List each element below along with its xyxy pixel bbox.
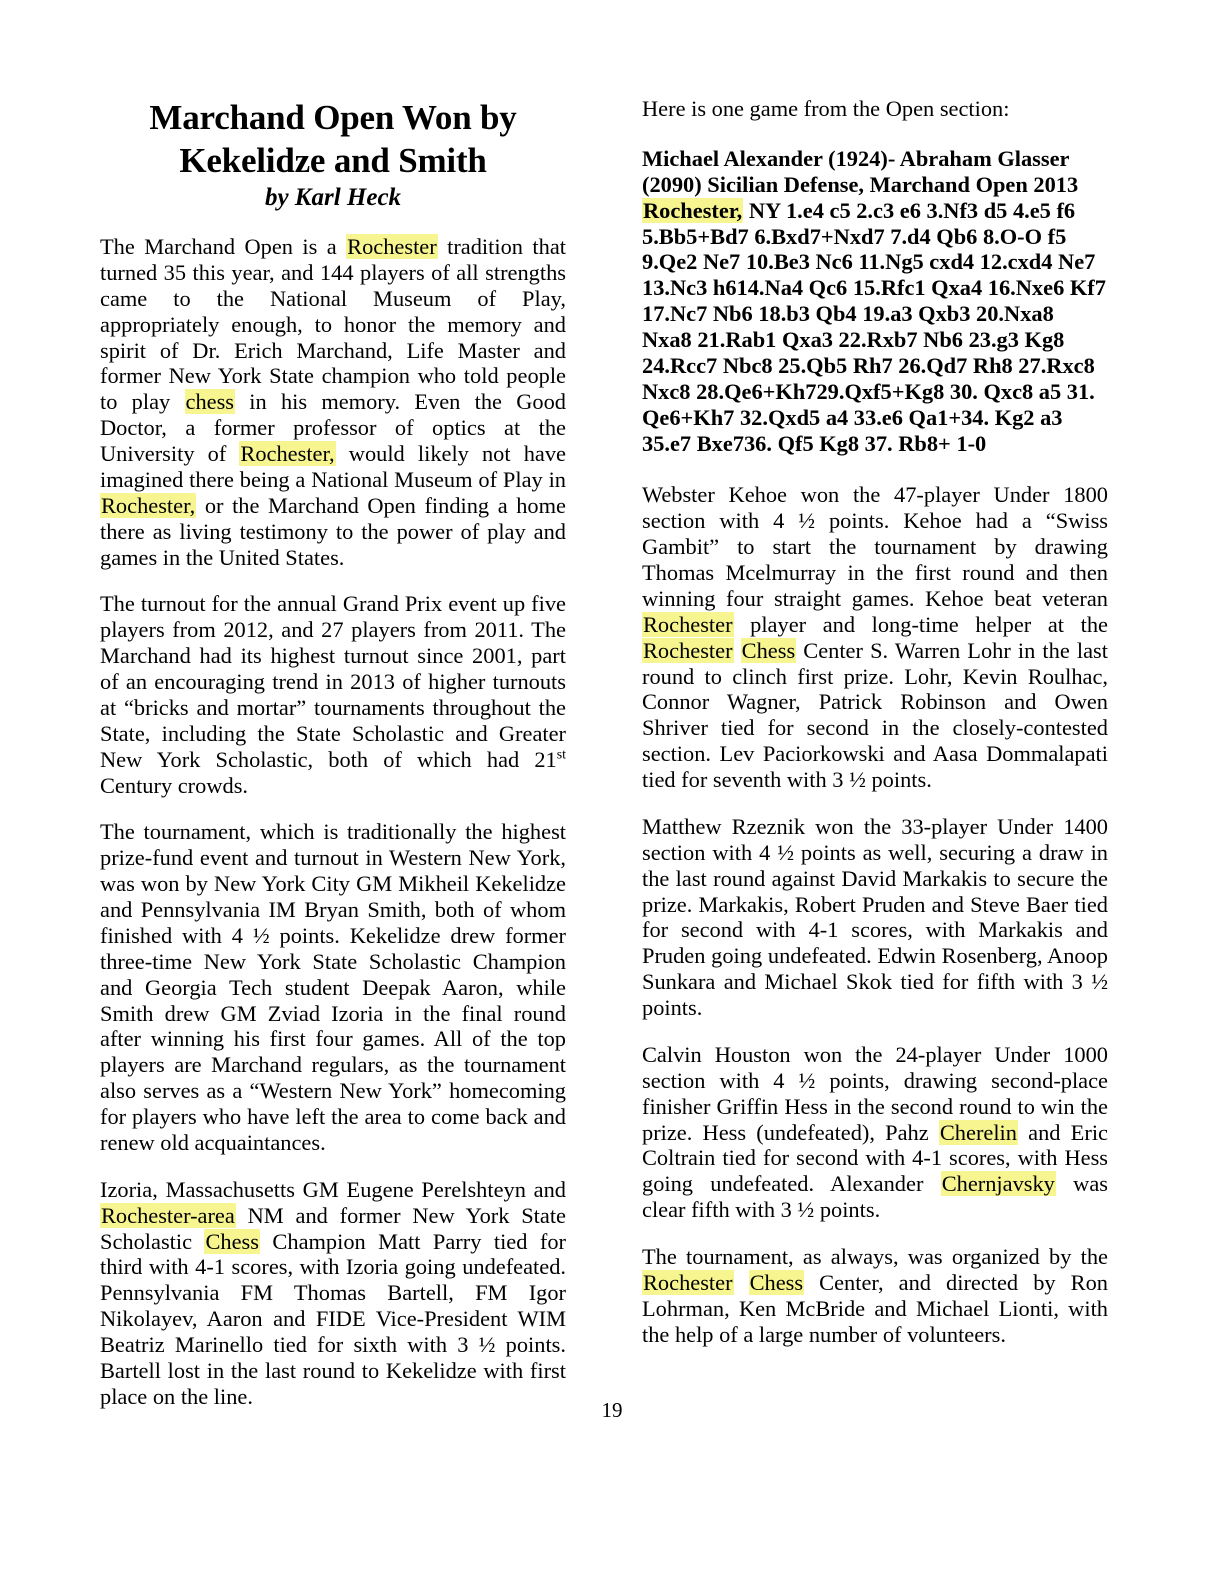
- highlight-chess: chess: [185, 389, 234, 415]
- text-segment: Michael Alexander (1924)- Abraham Glasser (2090) Sicilian Defense, Marchand Open 2013: [642, 145, 1079, 197]
- highlight-rochester: Rochester: [643, 1269, 733, 1295]
- highlight-rochester: Rochester: [643, 637, 733, 663]
- two-column-layout: [100, 96, 1108, 1431]
- text-segment: player and long-time helper at the: [733, 611, 1108, 637]
- highlight-chess: Chess: [741, 637, 796, 663]
- paragraph-organizers: [642, 1244, 1108, 1348]
- highlight-rochester: Rochester: [643, 611, 733, 637]
- paragraph-under-1800: [642, 482, 1108, 793]
- highlight-rochester: Rochester,: [643, 197, 743, 223]
- text-segment: tradition that turned 35 this year, and 144 players of all strengths came to the National Museum of Play, appropriately enough, to honor the memory and spirit of Dr. Erich Marchand, Life Master and former New York State champion who told people to play: [100, 234, 567, 415]
- highlight-rochester-area: Rochester-area: [101, 1202, 235, 1228]
- paragraph-under-1400: Matthew Rzeznik won the 33-player Under 1400 section with 4 ½ points as well, securing a draw in the last round against David Markakis to secure the prize. Markakis, Robert Pruden and Steve Baer tied for second with 4-1 scores, with Markakis and Pruden going undefeated. Edwin Rosenberg, Anoop Sunkara and Michael Skok tied for fifth with 3 ½ points.: [642, 813, 1108, 1020]
- text-segment: The Marchand Open is a: [100, 234, 347, 260]
- ordinal-suffix: st: [556, 747, 566, 763]
- text-segment: [734, 1270, 749, 1295]
- highlight-chernjavsky: Chernjavsky: [941, 1171, 1055, 1197]
- paragraph-turnout: [100, 591, 566, 798]
- text-segment: in his memory. Even the Good Doctor, a former professor of optics at the University of: [100, 389, 566, 467]
- text-segment: Champion Matt Parry tied for third with 4-1 scores, with Izoria going undefeated. Pennsylvania FM Thomas Bartell, FM Igor Nikolayev, Aaron and FIDE Vice-President WIM Beatriz Marinello tied for sixth with 3 ½ points. Bartell lost in the last round to Kekelidze with first place on the line.: [100, 1228, 566, 1409]
- page-title: [100, 96, 566, 182]
- title-line-2: Kekelidze and Smith: [179, 141, 487, 181]
- highlight-chess: Chess: [205, 1228, 259, 1254]
- paragraph-game-lead-in: Here is one game from the Open section:: [642, 96, 1010, 121]
- highlight-rochester: Rochester,: [101, 492, 196, 518]
- paragraph-under-1000: [642, 1042, 1108, 1223]
- paragraph-winners: The tournament, which is traditionally the highest prize-fund event and turnout in Western New York, was won by New York City GM Mikheil Kekelidze and Pennsylvania IM Bryan Smith, both of whom finished with 4 ½ points. Kekelidze drew former three-time New York State Scholastic Champion and Georgia Tech student Deepak Aaron, while Smith drew GM Zviad Izoria in the final round after winning his first four games. All of the top players are Marchand regulars, as the tournament also serves as a “Western New York” homecoming for players who have left the area to come back and renew old acquaintances.: [100, 819, 566, 1155]
- text-segment: NM and former New York State Scholastic: [100, 1202, 566, 1254]
- text-segment: NY 1.e4 c5 2.c3 e6 3.Nf3 d5 4.e5 f6 5.Bb5+Bd7 6.Bxd7+Nxd7 7.d4 Qb6 8.O-O f5 9.Qe2 Ne7 10.Be3 Nc6 11.Ng5 cxd4 12.cxd4 Ne7 13.Nc3 h614.Na4 Qc6 15.Rfc1 Qxa4 16.Nxe6 Kf7 17.Nc7 Nb6 18.b3 Qb4 19.a3 Qxb3 20.Nxa8 Nxa8 21.Rab1 Qxa3 22.Rxb7 Nb6 23.g3 Kg8 24.Rcc7 Nbc8 25.Qb5 Rh7 26.Qd7 Rh8 27.Rxc8 Nxc8 28.Qe6+Kh729.Qxf5+Kg8 30. Qxc8 a5 31. Qe6+Kh7 32.Qxd5 a4 33.e6 Qa1+34. Kg2 a3 35.e7 Bxe736. Qf5 Kg8 37. Rb8+ 1-0: [642, 197, 1106, 456]
- paragraph-placings: [100, 1177, 566, 1410]
- text-segment: The turnout for the annual Grand Prix event up five players from 2012, and 27 players from 2011. The Marchand had its highest turnout since 2001, part of an encouraging trend in 2013 of higher turnouts at “bricks and mortar” tournaments throughout the State, including the State Scholastic and Greater New York Scholastic, both of which had 21: [100, 591, 566, 772]
- text-segment: and Eric Coltrain tied for second with 4-1 scores, with Hess going undefeated. Alexander: [642, 1119, 1108, 1197]
- right-column: [642, 96, 1108, 1431]
- left-column: [100, 96, 566, 1431]
- text-segment: Calvin Houston won the 24-player Under 1000 section with 4 ½ points, drawing second-place finisher Griffin Hess in the second round to win the prize. Hess (undefeated), Pahz: [642, 1041, 1108, 1145]
- text-segment: [734, 638, 741, 663]
- chess-game-notation: [642, 146, 1108, 457]
- text-segment: would likely not have imagined there being a National Museum of Play in: [100, 441, 566, 492]
- highlight-rochester: Rochester: [347, 234, 437, 260]
- text-segment: was clear fifth with 3 ½ points.: [642, 1171, 1109, 1223]
- highlight-chess: Chess: [749, 1269, 804, 1295]
- title-line-1: Marchand Open Won by: [149, 98, 517, 137]
- text-segment: Center S. Warren Lohr in the last round to clinch first prize. Lohr, Kevin Roulhac, Connor Wagner, Patrick Robinson and Owen Shriver tied for second in the closely-contested section. Lev Paciorkowski and Aasa Dommalapati tied for seventh with 3 ½ points.: [642, 637, 1108, 792]
- text-segment: or the Marchand Open finding a home there as living testimony to the power of play and games in the United States.: [100, 492, 566, 570]
- text-segment: Webster Kehoe won the 47-player Under 1800 section with 4 ½ points. Kehoe had a “Swiss Gambit” to start the tournament by drawing Thomas Mcelmurray in the first round and then winning four straight games. Kehoe beat veteran: [642, 482, 1108, 611]
- highlight-cherelin: Cherelin: [939, 1119, 1017, 1145]
- text-segment: Center, and directed by Ron Lohrman, Ken McBride and Michael Lionti, with the help of a large number of volunteers.: [642, 1269, 1108, 1347]
- byline: by Karl Heck: [264, 184, 402, 212]
- paragraph-intro: [100, 234, 566, 570]
- text-segment: Century crowds.: [100, 772, 248, 798]
- text-segment: The tournament, as always, was organized by the: [642, 1244, 1108, 1269]
- highlight-rochester: Rochester,: [240, 441, 335, 467]
- text-segment: Izoria, Massachusetts GM Eugene Perelshteyn and: [100, 1176, 566, 1202]
- page-number: 19: [601, 1398, 623, 1422]
